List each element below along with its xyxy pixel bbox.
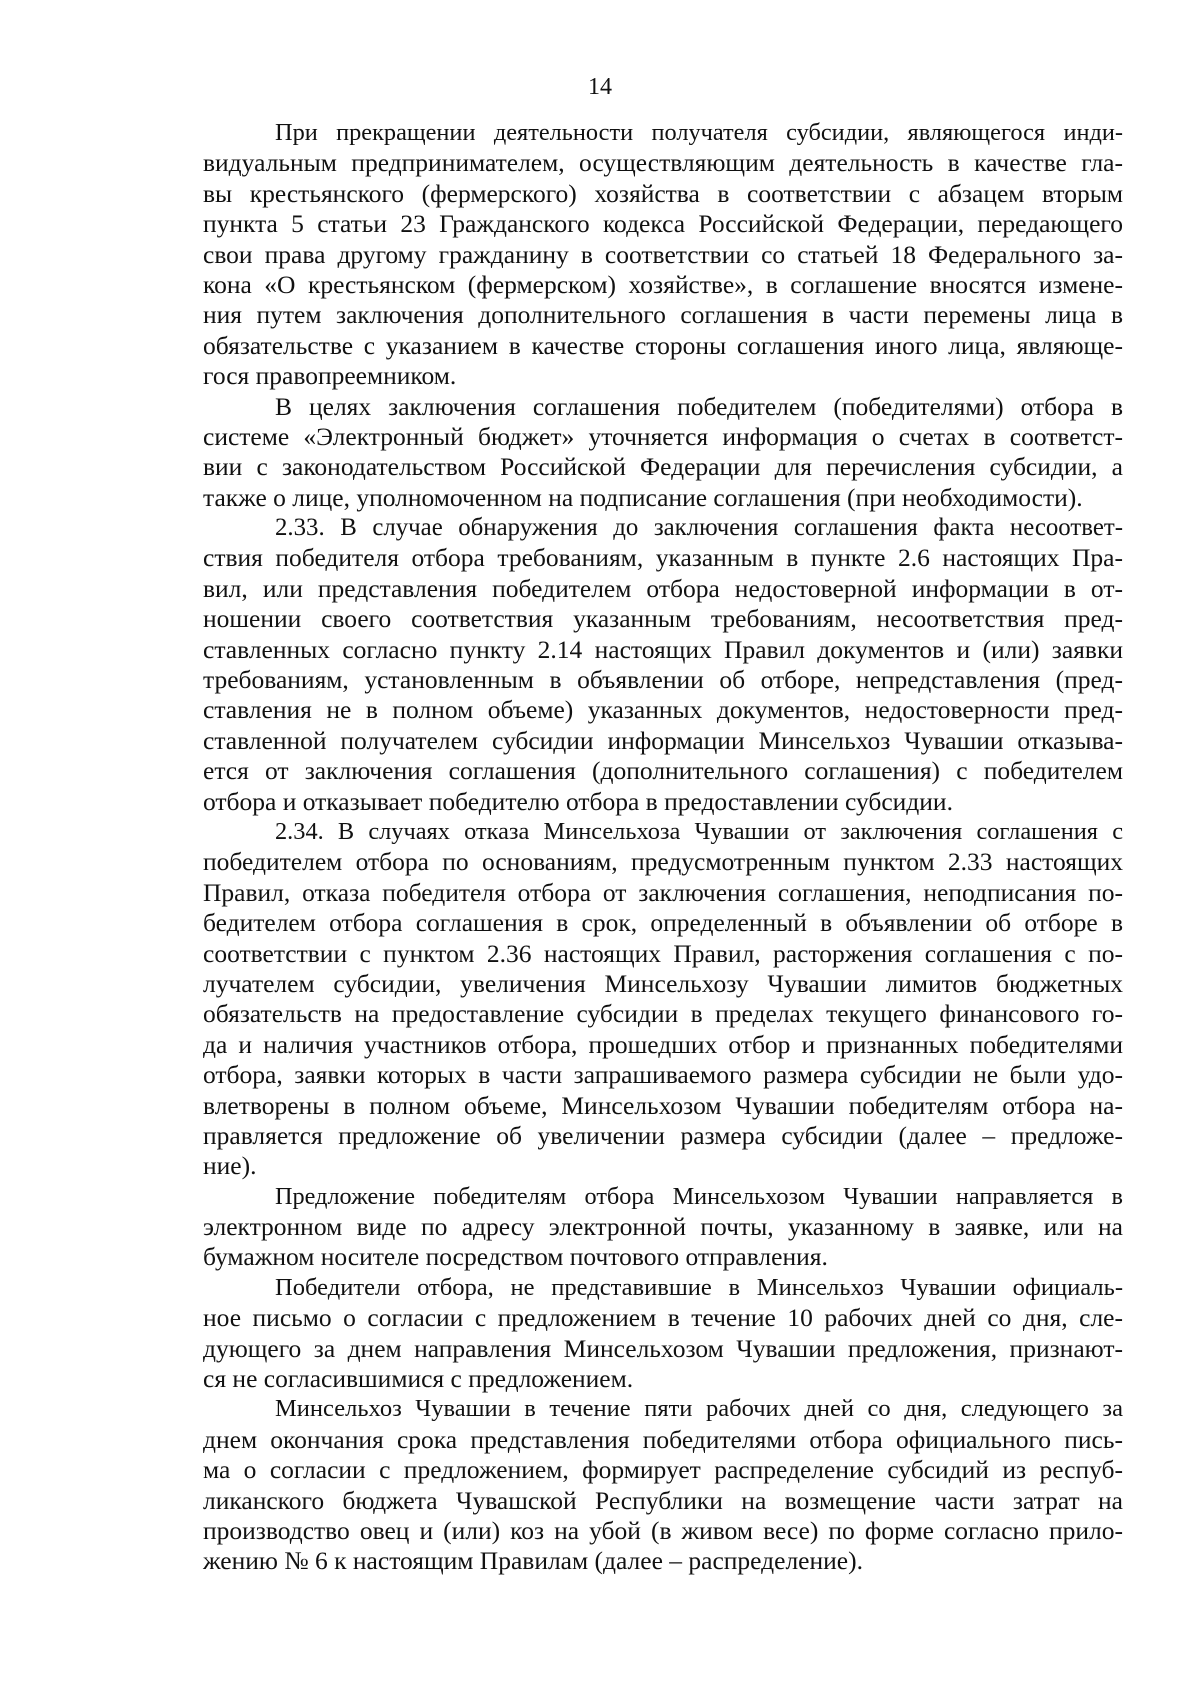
text-line: лучателем субсидии, увеличения Минсельхозу Чувашии лимитов бюджетных (203, 968, 1123, 998)
text-line: отбора, заявки которых в части запрашиваемого размера субсидии не были удо- (203, 1060, 1123, 1090)
text-line: ся не согласившимися с предложением. (203, 1364, 634, 1394)
paragraph (203, 118, 1123, 392)
text-line: ное письмо о согласии с предложением в течение 10 рабочих дней со дня, сле- (203, 1303, 1123, 1333)
text-line: вии с законодательством Российской Федерации для перечисления субсидии, а (203, 452, 1123, 482)
text-line: да и наличия участников отбора, прошедших отбор и признанных победителями (203, 1029, 1123, 1059)
text-line: Победители отбора, не представившие в Минсельхоз Чувашии официаль- (275, 1273, 1123, 1301)
text-line: видуальным предпринимателем, осуществляющим деятельность в качестве гла- (203, 148, 1123, 178)
text-line: ма о согласии с предложением, формирует распределение субсидий из респуб- (203, 1455, 1123, 1485)
text-line: Минсельхоз Чувашии в течение пяти рабочих дней со дня, следующего за (275, 1395, 1123, 1423)
text-line: жению № 6 к настоящим Правилам (далее – распределение). (203, 1546, 863, 1576)
text-line: дующего за днем направления Минсельхозом Чувашии предложения, признают- (203, 1333, 1123, 1363)
text-line: В целях заключения соглашения победителем (победителями) отбора в (275, 391, 1123, 421)
text-line: 2.33. В случае обнаружения до заключения соглашения факта несоответ- (275, 514, 1123, 542)
text-line: гося правопреемником. (203, 361, 457, 391)
text-line: вы крестьянского (фермерского) хозяйства в соответствии с абзацем вторым (203, 178, 1123, 208)
paragraph (203, 1182, 1123, 1273)
text-line: победителем отбора по основаниям, предусмотренным пунктом 2.33 настоящих (203, 847, 1123, 877)
page-number: 14 (588, 74, 612, 100)
text-line: ликанского бюджета Чувашской Республики на возмещение части затрат на (203, 1485, 1123, 1515)
text-line: пункта 5 статьи 23 Гражданского кодекса Российской Федерации, передающего (203, 209, 1123, 239)
text-line: производство овец и (или) коз на убой (в живом весе) по форме согласно прило- (203, 1515, 1123, 1545)
text-line: влетворены в полном объеме, Минсельхозом Чувашии победителям отбора на- (203, 1090, 1123, 1120)
text-line: соответствии с пунктом 2.36 настоящих Правил, расторжения соглашения с по- (203, 938, 1123, 968)
text-line: обязательстве с указанием в качестве стороны соглашения иного лица, являюще- (203, 330, 1123, 360)
text-line: ношении своего соответствия указанным требованиям, несоответствия пред- (203, 604, 1123, 634)
text-line: 2.34. В случаях отказа Минсельхоза Чувашии от заключения соглашения с (275, 817, 1123, 845)
text-line: ставленной получателем субсидии информации Минсельхоз Чувашии отказыва- (203, 725, 1123, 755)
text-line: требованиям, установленным в объявлении об отборе, непредставления (пред- (203, 665, 1123, 695)
paragraph (203, 817, 1123, 1182)
text-line: ние). (203, 1151, 257, 1181)
text-line: бедителем отбора соглашения в срок, определенный в объявлении об отборе в (203, 908, 1123, 938)
text-line: ния путем заключения дополнительного соглашения в части перемены лица в (203, 300, 1123, 330)
paragraph (203, 392, 1123, 514)
document-body (203, 118, 1123, 1577)
text-line: ставленных согласно пункту 2.14 настоящих Правил документов и (или) заявки (203, 634, 1123, 664)
text-line: Правил, отказа победителя отбора от заключения соглашения, неподписания по- (203, 877, 1123, 907)
paragraph (203, 513, 1123, 817)
paragraph (203, 1273, 1123, 1395)
text-line: днем окончания срока представления победителями отбора официального пись- (203, 1424, 1123, 1454)
text-line: правляется предложение об увеличении размера субсидии (далее – предложе- (203, 1120, 1123, 1150)
text-line: также о лице, уполномоченном на подписание соглашения (при необходимости). (203, 482, 1083, 512)
text-line: вил, или представления победителем отбора недостоверной информации в от- (203, 573, 1123, 603)
text-line: системе «Электронный бюджет» уточняется информация о счетах в соответст- (203, 421, 1123, 451)
text-line: Предложение победителям отбора Минсельхозом Чувашии направляется в (275, 1182, 1123, 1210)
text-line: При прекращении деятельности получателя субсидии, являющегося инди- (275, 119, 1123, 146)
text-line: свои права другому гражданину в соответствии со статьей 18 Федерального за- (203, 239, 1123, 269)
text-line: электронном виде по адресу электронной почты, указанному в заявке, или на (203, 1212, 1123, 1242)
text-line: ется от заключения соглашения (дополнительного соглашения) с победителем (203, 756, 1123, 786)
text-line: ствия победителя отбора требованиям, указанным в пункте 2.6 настоящих Пра- (203, 543, 1123, 573)
text-line: бумажном носителе посредством почтового отправления. (203, 1242, 828, 1272)
text-line: обязательств на предоставление субсидии в пределах текущего финансового го- (203, 999, 1123, 1029)
text-line: отбора и отказывает победителю отбора в предоставлении субсидии. (203, 786, 953, 816)
paragraph (203, 1394, 1123, 1576)
text-line: кона «О крестьянском (фермерском) хозяйстве», в соглашение вносятся измене- (203, 269, 1123, 299)
text-line: ставления не в полном объеме) указанных документов, недостоверности пред- (203, 695, 1123, 725)
